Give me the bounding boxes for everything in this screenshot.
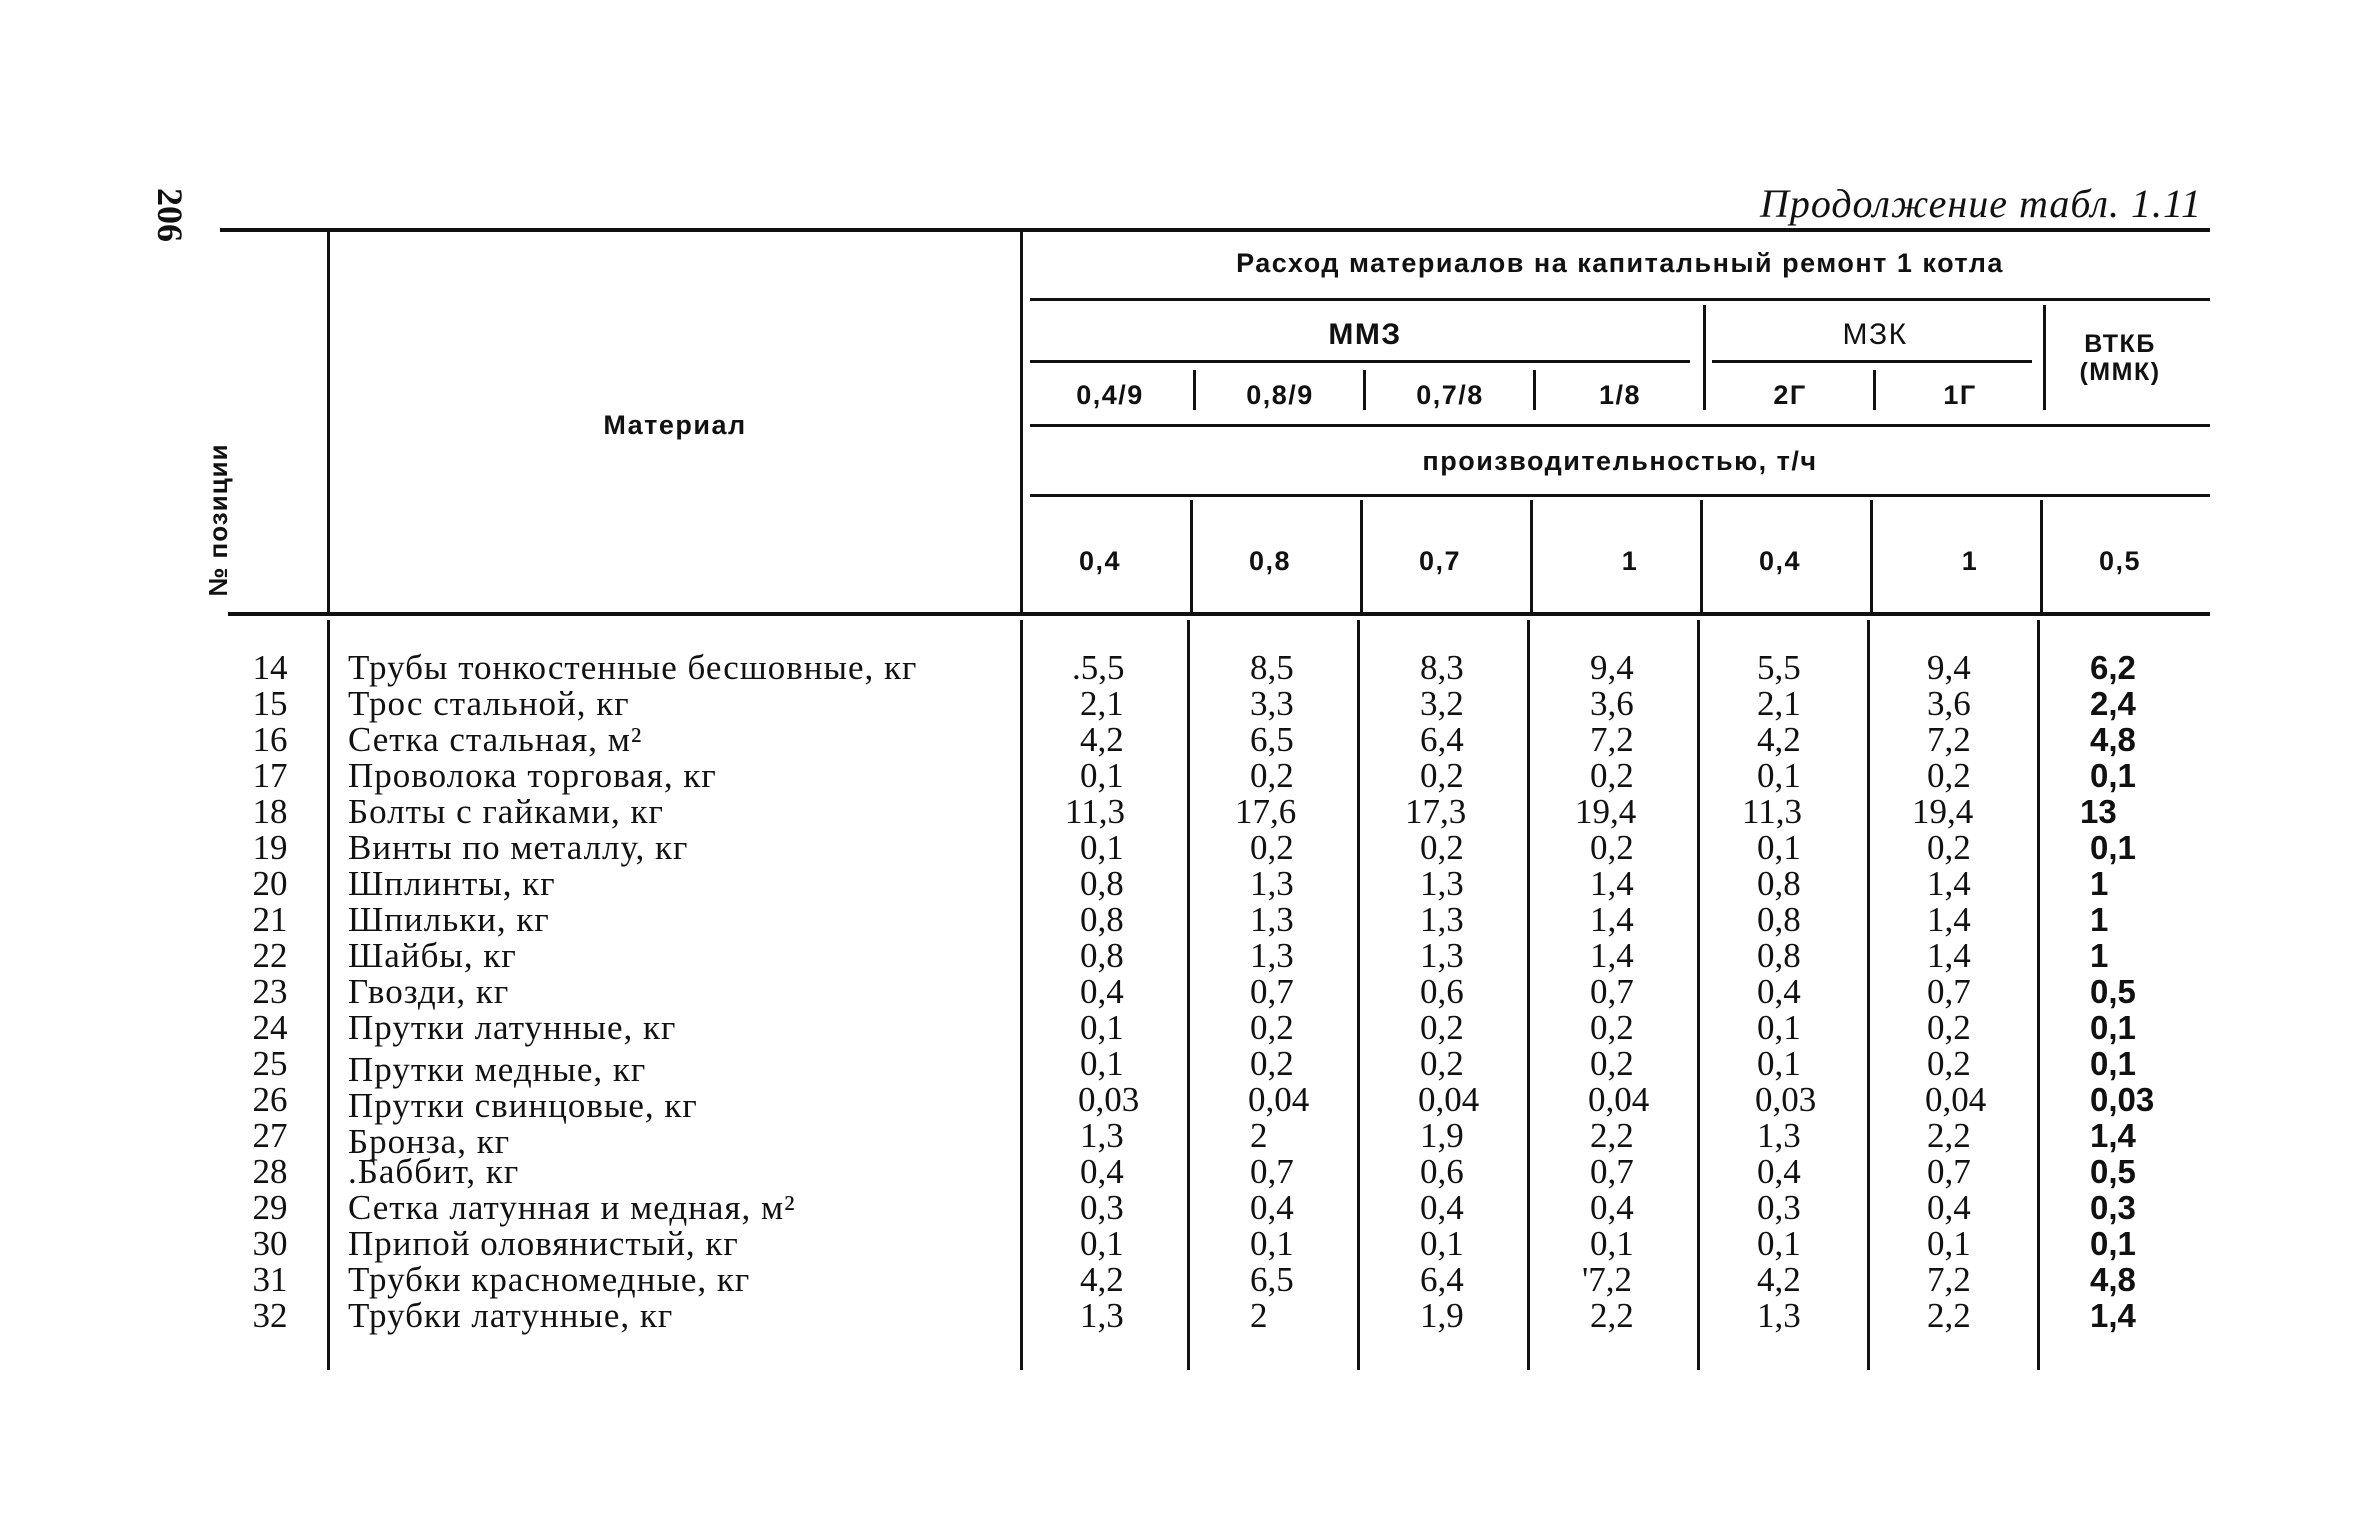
column-divider [2043,305,2046,410]
position-number: 18 [252,792,288,831]
value-cell: 4,2 [1080,1260,1124,1299]
value-cell: 1,3 [1080,1116,1124,1155]
header-rule [1030,424,2210,427]
value-cell: 9,4 [1927,648,1971,687]
value-cell: 3,6 [1927,684,1971,723]
consumption-title-header: Расход материалов на капитальный ремонт 1 котла [1236,248,2004,278]
material-name: .Баббит, кг [348,1152,520,1191]
value-cell: 0,7 [1927,1152,1971,1191]
position-number-header: № позиции [203,443,233,597]
position-number: 23 [252,972,288,1011]
column-divider [1527,620,1530,1370]
value-cell: 1,3 [1757,1116,1801,1155]
value-cell: 2,2 [1590,1116,1634,1155]
value-cell: 2,4 [2090,685,2136,722]
productivity-value: 0,4 [1758,546,1802,576]
value-cell: 0,1 [1590,1224,1634,1263]
value-cell: 1,3 [1420,936,1464,975]
value-cell: 3,6 [1590,684,1634,723]
value-cell: 0,4 [1590,1188,1634,1227]
column-divider [2040,500,2043,612]
value-cell: 2,2 [1927,1296,1971,1335]
value-cell: 19,4 [1912,792,1974,831]
position-number: 17 [252,756,288,795]
value-cell: 0,04 [1418,1080,1480,1119]
value-cell: 0,6 [1420,1152,1464,1191]
value-cell: 7,2 [1590,720,1634,759]
column-divider [1190,500,1193,612]
header-rule [1030,298,2210,301]
column-divider [1363,370,1366,410]
value-cell: 1,4 [1590,900,1634,939]
value-cell: 2 [1250,1116,1268,1155]
value-cell: 6,2 [2090,649,2136,686]
value-cell: 0,1 [1757,756,1801,795]
material-name: Трос стальной, кг [348,684,630,723]
value-cell: 0,1 [2090,757,2136,794]
material-name: Припой оловянистый, кг [348,1224,739,1263]
value-cell: 1,4 [1927,936,1971,975]
material-header: Материал [603,410,747,440]
value-cell: 0,2 [1590,756,1634,795]
value-cell: 8,5 [1250,648,1294,687]
position-number: 14 [252,648,288,687]
position-number: 21 [252,900,288,939]
value-cell: .5,5 [1072,648,1125,687]
column-divider [1873,370,1876,410]
subcolumn-header: 2Г [1773,380,1807,410]
value-cell: 0,7 [1250,1152,1294,1191]
value-cell: 1 [2090,901,2109,938]
value-cell: 2,2 [1590,1296,1634,1335]
value-cell: 1 [2090,937,2109,974]
value-cell: 17,6 [1235,792,1297,831]
value-cell: 0,4 [1420,1188,1464,1227]
table-top-rule [220,228,2210,232]
value-cell: 1,4 [1927,900,1971,939]
value-cell: 0,4 [1250,1188,1294,1227]
value-cell: 4,2 [1757,1260,1801,1299]
value-cell: 1,4 [1590,864,1634,903]
value-cell: 0,1 [1757,1008,1801,1047]
productivity-header: производительностью, т/ч [1422,446,1818,476]
position-number: 22 [252,936,288,975]
value-cell: 0,8 [1757,864,1801,903]
column-divider [1703,305,1706,410]
value-cell: 0,04 [1248,1080,1310,1119]
value-cell: 0,1 [1080,828,1124,867]
value-cell: 1,3 [1420,864,1464,903]
position-number: 29 [252,1188,288,1227]
value-cell: 0,4 [1927,1188,1971,1227]
value-cell: 0,2 [1927,1008,1971,1047]
material-name: Трубки латунные, кг [348,1296,674,1335]
value-cell: 0,1 [1080,1224,1124,1263]
value-cell: 1,4 [2090,1297,2136,1334]
column-divider [1187,620,1190,1370]
material-name: Сетка стальная, м² [348,720,643,759]
subcolumn-header: 1/8 [1598,380,1642,410]
productivity-value: 1 [1961,546,1979,576]
productivity-value: 0,4 [1078,546,1122,576]
material-name: Проволока торговая, кг [348,756,717,795]
column-divider [1530,500,1533,612]
column-divider [1867,620,1870,1370]
column-divider [1533,370,1536,410]
value-cell: 1,4 [1590,936,1634,975]
value-cell: 0,03 [2090,1081,2155,1118]
value-cell: 0,5 [2090,1153,2136,1190]
value-cell: 0,1 [2090,1225,2136,1262]
value-cell: 1,4 [1927,864,1971,903]
subcolumn-header: 0,7/8 [1416,380,1484,410]
value-cell: 13 [2080,793,2117,830]
header-rule [1030,494,2210,497]
value-cell: 0,2 [1927,756,1971,795]
value-cell: 5,5 [1757,648,1801,687]
value-cell: 0,2 [1250,756,1294,795]
value-cell: 0,2 [1420,828,1464,867]
column-divider [1697,620,1700,1370]
material-name: Гвозди, кг [348,972,510,1011]
value-cell: 0,3 [1757,1188,1801,1227]
page-number: 206 [150,188,190,242]
value-cell: 0,8 [1080,864,1124,903]
value-cell: 0,2 [1927,1044,1971,1083]
value-cell: 0,5 [2090,973,2136,1010]
value-cell: 1,9 [1420,1116,1464,1155]
column-divider [1357,620,1360,1370]
value-cell: 11,3 [1742,792,1802,831]
productivity-value: 1 [1621,546,1639,576]
subcolumn-header: 0,8/9 [1246,380,1314,410]
value-cell: 4,8 [2090,1261,2136,1298]
value-cell: 0,1 [1757,828,1801,867]
value-cell: '7,2 [1582,1260,1633,1299]
value-cell: 0,1 [2090,1009,2136,1046]
value-cell: 0,1 [1250,1224,1294,1263]
column-divider [1700,500,1703,612]
value-cell: 0,04 [1588,1080,1650,1119]
value-cell: 19,4 [1575,792,1637,831]
material-name: Шайбы, кг [348,936,517,975]
value-cell: 0,4 [1080,972,1124,1011]
material-name: Прутки латунные, кг [348,1008,677,1047]
material-name: Шпильки, кг [348,900,550,939]
position-number: 24 [252,1008,288,1047]
material-name: Прутки медные, кг [348,1050,647,1089]
value-cell: 0,4 [1757,1152,1801,1191]
material-name: Болты с гайками, кг [348,792,664,831]
position-number: 20 [252,864,288,903]
value-cell: 0,7 [1927,972,1971,1011]
value-cell: 0,2 [1420,1008,1464,1047]
position-number: 31 [252,1260,288,1299]
position-number: 28 [252,1152,288,1191]
value-cell: 2,2 [1927,1116,1971,1155]
value-cell: 1,4 [2090,1117,2136,1154]
value-cell: 6,4 [1420,1260,1464,1299]
subcolumn-header: 0,4/9 [1076,380,1144,410]
position-number: 27 [252,1116,288,1155]
value-cell: 6,4 [1420,720,1464,759]
position-number: 19 [252,828,288,867]
value-cell: 1,3 [1757,1296,1801,1335]
header-rule [1030,360,1690,363]
value-cell: 0,2 [1590,1044,1634,1083]
column-divider [2037,620,2040,1370]
value-cell: 0,8 [1080,936,1124,975]
value-cell: 8,3 [1420,648,1464,687]
value-cell: 0,03 [1755,1080,1817,1119]
position-number: 30 [252,1224,288,1263]
value-cell: 1,3 [1250,864,1294,903]
value-cell: 2 [1250,1296,1268,1335]
value-cell: 1,9 [1420,1296,1464,1335]
value-cell: 0,1 [1757,1224,1801,1263]
value-cell: 0,1 [2090,829,2136,866]
group-mzk-header: МЗК [1842,318,1908,351]
value-cell: 0,2 [1250,1008,1294,1047]
material-name: Сетка латунная и медная, м² [348,1188,796,1227]
position-number: 16 [252,720,288,759]
value-cell: 0,3 [1080,1188,1124,1227]
value-cell: 7,2 [1927,720,1971,759]
value-cell: 0,6 [1420,972,1464,1011]
value-cell: 0,2 [1420,756,1464,795]
value-cell: 0,1 [1080,756,1124,795]
value-cell: 3,3 [1250,684,1294,723]
value-cell: 0,2 [1590,828,1634,867]
column-divider [1193,370,1196,410]
value-cell: 0,7 [1590,1152,1634,1191]
subcolumn-header: 1Г [1943,380,1977,410]
value-cell: 0,1 [2090,1045,2136,1082]
column-divider [1870,500,1873,612]
productivity-value: 0,8 [1248,546,1292,576]
value-cell: 2,1 [1080,684,1124,723]
group-vtkb-header: ВТКБ (ММК) [2079,330,2161,386]
position-number: 15 [252,684,288,723]
productivity-value: 0,7 [1418,546,1462,576]
value-cell: 6,5 [1250,1260,1294,1299]
value-cell: 1,3 [1080,1296,1124,1335]
productivity-value: 0,5 [2098,546,2142,576]
value-cell: 17,3 [1405,792,1467,831]
value-cell: 0,1 [1757,1044,1801,1083]
value-cell: 0,1 [1080,1008,1124,1047]
value-cell: 0,2 [1250,828,1294,867]
position-number: 25 [252,1044,288,1083]
column-divider [1360,500,1363,612]
position-number: 26 [252,1080,288,1119]
value-cell: 0,2 [1250,1044,1294,1083]
group-mmz-header: ММЗ [1328,318,1402,351]
value-cell: 0,1 [1420,1224,1464,1263]
value-cell: 4,2 [1757,720,1801,759]
value-cell: 1,3 [1250,900,1294,939]
header-rule [1712,360,2032,363]
material-name: Трубки красномедные, кг [348,1260,751,1299]
value-cell: 0,8 [1757,900,1801,939]
header-bottom-rule [228,612,2210,616]
value-cell: 0,1 [1080,1044,1124,1083]
value-cell: 9,4 [1590,648,1634,687]
material-name: Прутки свинцовые, кг [348,1086,698,1125]
value-cell: 6,5 [1250,720,1294,759]
value-cell: 0,3 [2090,1189,2136,1226]
material-name: Трубы тонкостенные бесшовные, кг [348,648,918,687]
value-cell: 4,2 [1080,720,1124,759]
value-cell: 2,1 [1757,684,1801,723]
value-cell: 3,2 [1420,684,1464,723]
value-cell: 4,8 [2090,721,2136,758]
column-divider [1020,232,1023,612]
value-cell: 0,04 [1925,1080,1987,1119]
value-cell: 0,2 [1927,828,1971,867]
value-cell: 0,4 [1080,1152,1124,1191]
value-cell: 0,1 [1927,1224,1971,1263]
material-name: Бронза, кг [348,1122,511,1161]
column-divider [327,620,330,1370]
material-name: Шплинты, кг [348,864,556,903]
value-cell: 0,4 [1757,972,1801,1011]
value-cell: 0,7 [1250,972,1294,1011]
value-cell: 0,2 [1590,1008,1634,1047]
table-continuation-caption: Продолжение табл. 1.11 [1759,181,2202,226]
position-number: 32 [252,1296,288,1335]
value-cell: 0,03 [1078,1080,1140,1119]
value-cell: 0,2 [1420,1044,1464,1083]
column-divider [1020,620,1023,1370]
value-cell: 0,8 [1757,936,1801,975]
value-cell: 7,2 [1927,1260,1971,1299]
value-cell: 0,8 [1080,900,1124,939]
value-cell: 1,3 [1250,936,1294,975]
value-cell: 1 [2090,865,2109,902]
value-cell: 11,3 [1065,792,1125,831]
value-cell: 0,7 [1590,972,1634,1011]
value-cell: 1,3 [1420,900,1464,939]
material-name: Винты по металлу, кг [348,828,689,867]
